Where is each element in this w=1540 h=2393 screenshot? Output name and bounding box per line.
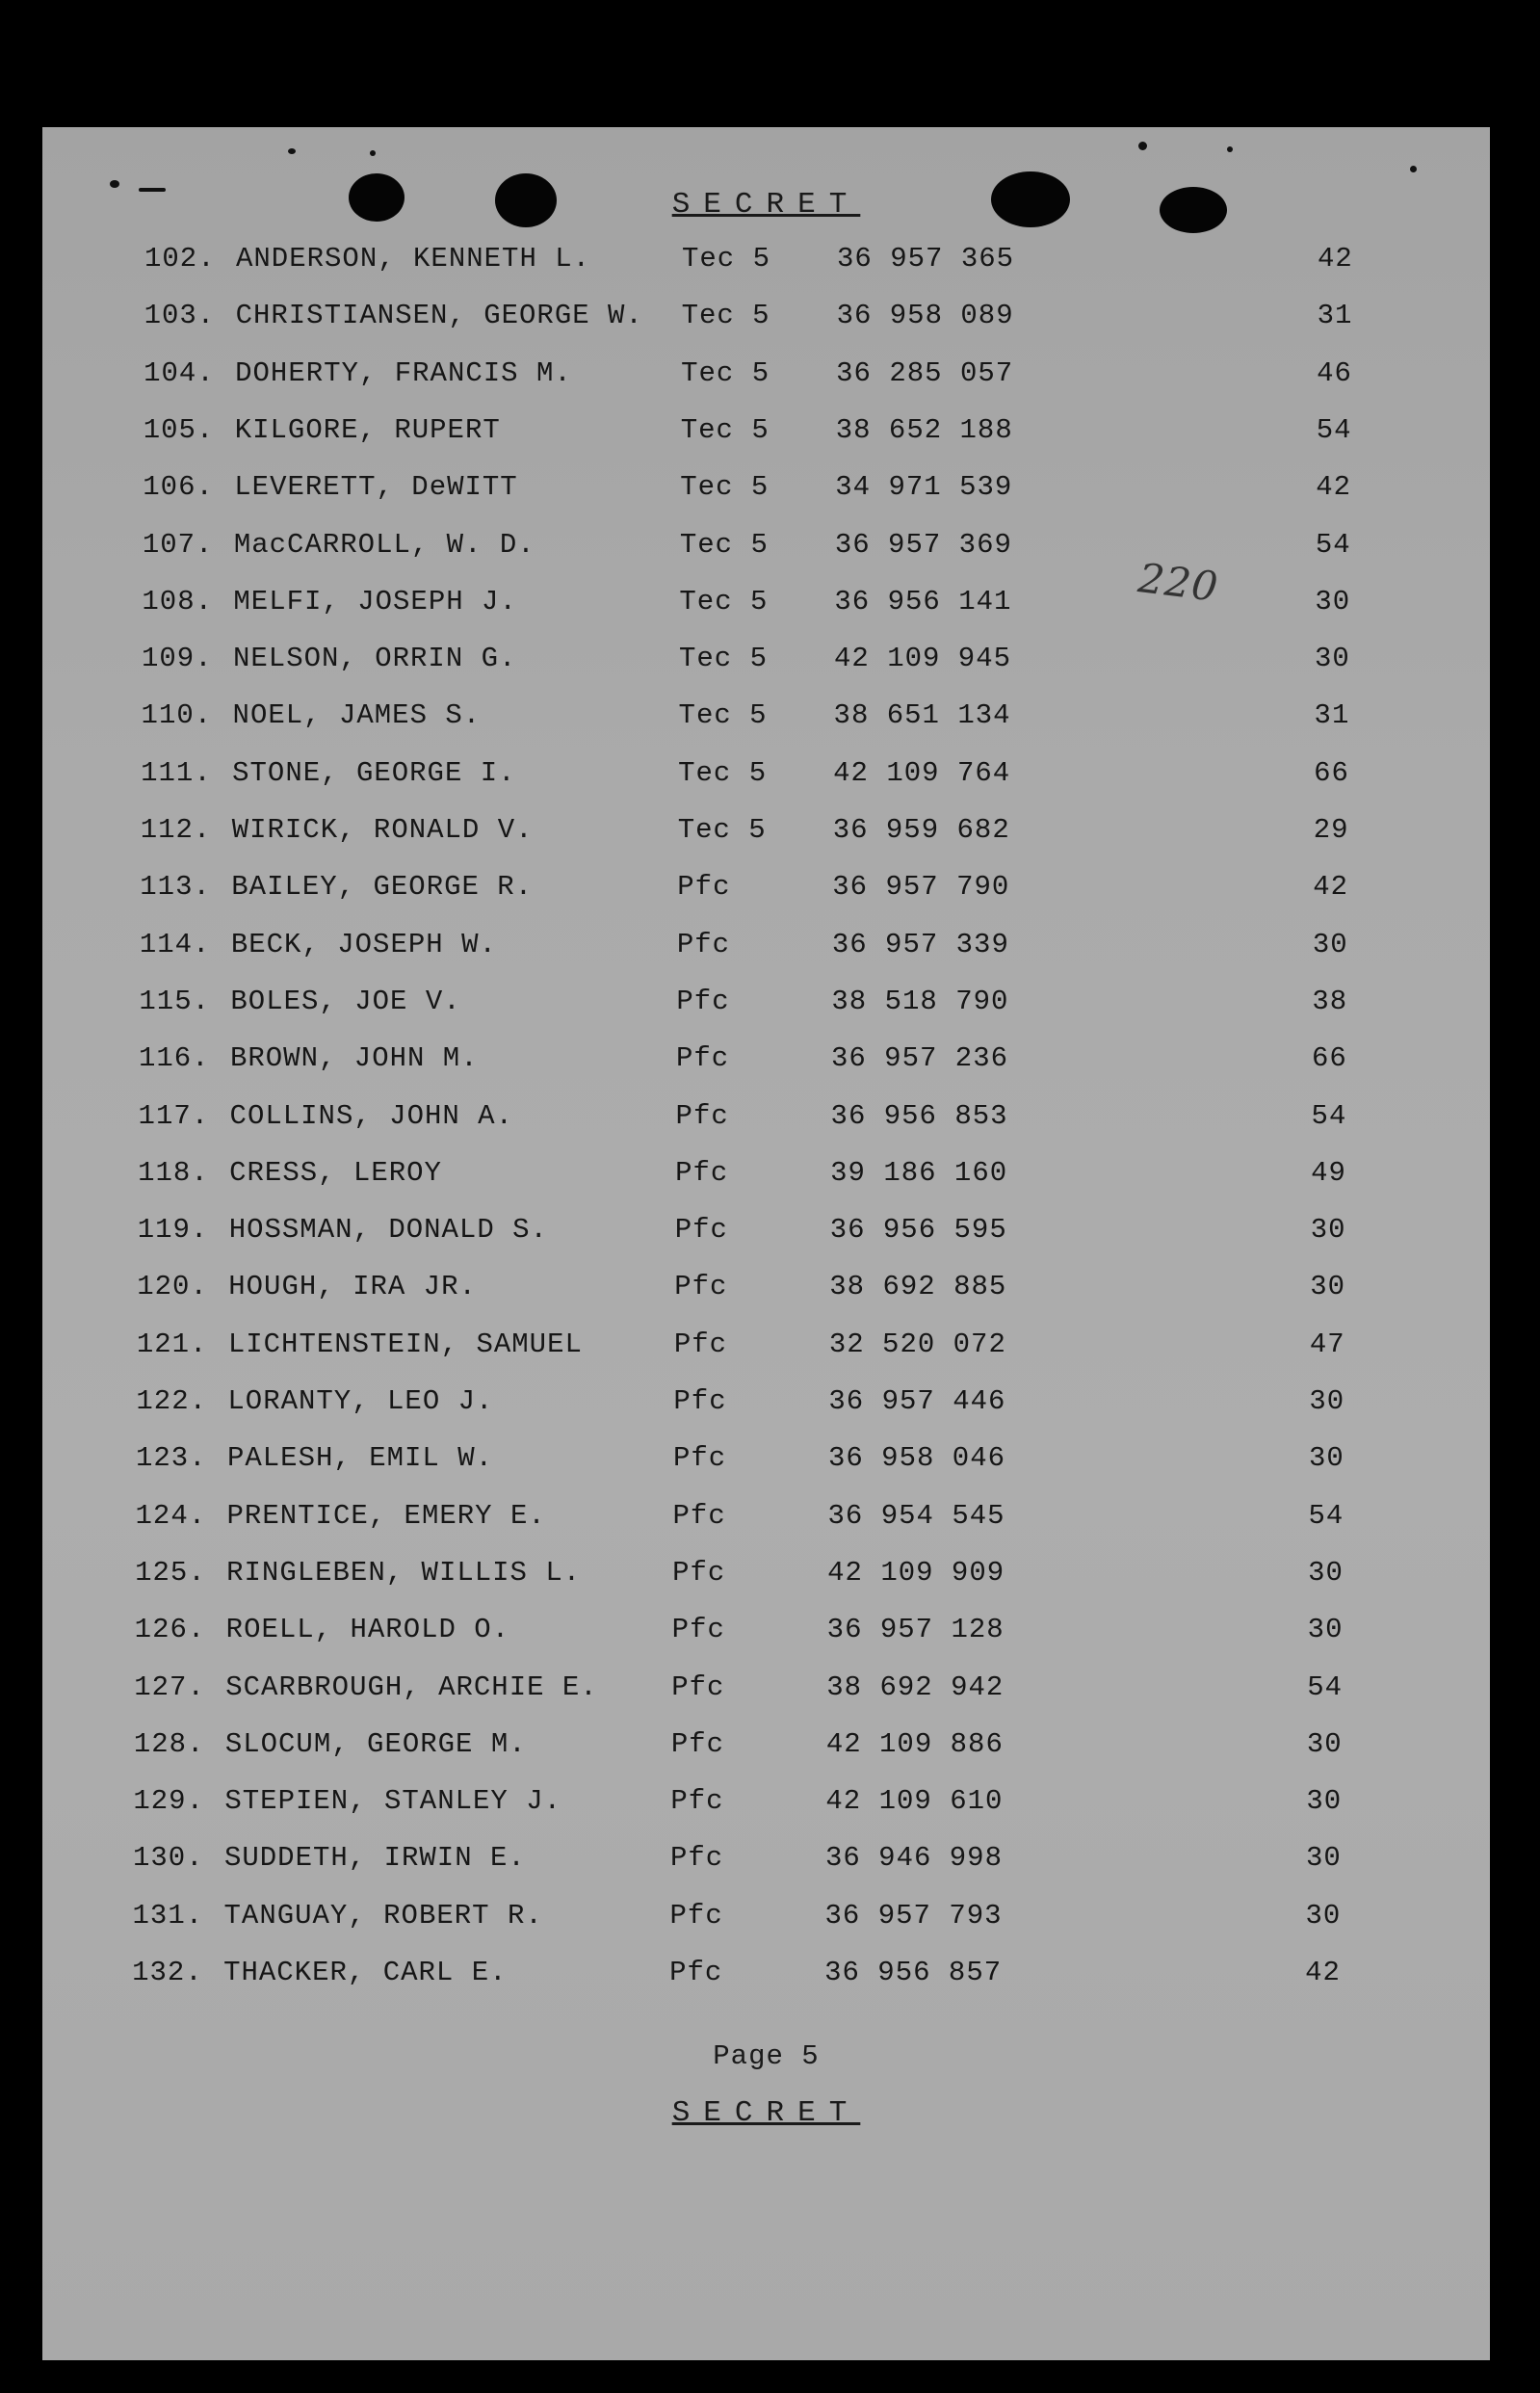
soldier-name: WIRICK, RONALD V. [231,814,534,846]
code-value: 30 [1315,585,1351,618]
table-row [140,871,1411,909]
serial-number: 36 956 141 [834,585,1012,618]
table-row [142,586,1413,624]
serial-number: 34 971 539 [835,471,1013,504]
table-row [136,1385,1407,1424]
soldier-name: THACKER, CARL E. [223,1957,508,1988]
entry-number: 113. [140,871,211,904]
scan-speck [110,180,119,188]
soldier-name: PALESH, EMIL W. [226,1442,494,1475]
entry-number: 111. [141,756,212,789]
serial-number: 38 651 134 [833,699,1011,732]
serial-number: 36 956 595 [829,1214,1007,1247]
serial-number: 42 109 610 [825,1785,1004,1818]
entry-number: 112. [140,814,212,846]
entry-number: 110. [141,699,213,732]
table-row [135,1614,1406,1652]
scan-speck [1227,146,1233,152]
code-value: 46 [1317,356,1352,389]
code-value: 30 [1308,1442,1344,1475]
entry-number: 115. [139,985,211,1017]
code-value: 47 [1309,1328,1345,1360]
serial-number: 36 957 365 [837,243,1015,275]
table-row [144,357,1415,396]
soldier-name: ROELL, HAROLD O. [225,1614,510,1646]
code-value: 38 [1312,985,1348,1017]
code-value: 31 [1317,300,1353,332]
entry-number: 132. [132,1957,203,1988]
entry-number: 122. [136,1385,208,1417]
serial-number: 36 954 545 [827,1499,1005,1532]
entry-number: 125. [135,1556,206,1589]
rank: Pfc [671,1670,725,1703]
serial-number: 36 946 998 [824,1842,1003,1875]
table-row [142,699,1413,738]
serial-number: 36 959 682 [832,814,1010,846]
entry-number: 109. [141,643,213,675]
page-number: Page 5 [713,2040,820,2072]
serial-number: 36 956 857 [824,1957,1003,1988]
scan-speck [370,150,376,156]
entry-number: 106. [143,471,214,504]
serial-number: 36 958 046 [827,1442,1005,1475]
code-value: 49 [1311,1156,1346,1189]
soldier-name: BROWN, JOHN M. [229,1042,479,1075]
serial-number: 36 957 446 [828,1385,1006,1417]
soldier-name: ANDERSON, KENNETH L. [236,243,591,275]
rank: Pfc [672,1499,726,1532]
code-value: 30 [1314,643,1350,675]
rank: Pfc [674,1214,728,1247]
soldier-name: HOSSMAN, DONALD S. [228,1214,548,1247]
serial-number: 42 109 945 [833,643,1012,675]
scan-speck [1138,142,1147,150]
code-value: 30 [1308,1556,1344,1589]
rank: Pfc [675,1042,730,1075]
soldier-name: NOEL, JAMES S. [232,699,482,732]
entry-number: 103. [144,300,216,332]
soldier-name: BAILEY, GEORGE R. [231,871,534,904]
table-row [136,1442,1407,1481]
code-value: 29 [1313,814,1349,846]
classification-header: SECRET [671,188,861,222]
rank: Tec 5 [678,699,768,732]
entry-number: 102. [144,243,216,275]
table-row [141,757,1412,796]
table-row [133,1785,1404,1824]
rank: Pfc [676,928,731,960]
table-row [133,1842,1404,1880]
rank: Tec 5 [679,528,769,561]
code-value: 30 [1312,928,1348,960]
soldier-name: HOUGH, IRA JR. [228,1271,477,1303]
code-value: 30 [1306,1727,1343,1760]
soldier-name: MacCARROLL, W. D. [233,528,535,561]
table-row [137,1328,1408,1367]
rank: Pfc [674,1271,728,1303]
table-row [139,1042,1410,1081]
table-row [144,243,1416,281]
code-value: 30 [1309,1385,1345,1417]
rank: Pfc [672,1442,727,1475]
serial-number: 36 958 089 [836,300,1014,332]
rank: Pfc [669,1842,724,1875]
code-value: 66 [1311,1042,1347,1075]
entry-number: 126. [134,1614,206,1646]
pencil-annotation: 220 [1135,554,1221,611]
code-value: 30 [1305,1899,1342,1932]
table-row [134,1671,1405,1710]
entry-number: 127. [134,1670,205,1703]
entry-number: 104. [144,356,215,389]
serial-number: 38 518 790 [831,985,1009,1017]
entry-number: 128. [133,1727,205,1760]
soldier-name: LORANTY, LEO J. [227,1385,494,1417]
soldier-name: KILGORE, RUPERT [234,413,501,446]
rank: Pfc [675,1099,729,1132]
rank: Pfc [669,1957,723,1988]
serial-number: 36 957 236 [830,1042,1008,1075]
rank: Tec 5 [678,756,768,789]
rank: Tec 5 [680,413,770,446]
soldier-name: STONE, GEORGE I. [232,756,516,789]
serial-number: 42 109 764 [833,756,1011,789]
rank: Pfc [675,1156,729,1189]
soldier-name: TANGUAY, ROBERT R. [223,1899,543,1932]
code-value: 42 [1318,243,1353,275]
code-value: 54 [1316,413,1352,446]
rank: Tec 5 [682,243,771,275]
table-row [138,1157,1409,1196]
code-value: 54 [1311,1099,1347,1132]
serial-number: 36 285 057 [836,356,1014,389]
code-value: 66 [1314,756,1349,789]
entry-number: 105. [143,413,215,446]
entry-number: 130. [132,1842,204,1875]
code-value: 42 [1305,1957,1341,1988]
soldier-name: NELSON, ORRIN G. [232,643,517,675]
serial-number: 39 186 160 [830,1156,1008,1189]
rank: Pfc [672,1556,726,1589]
document-sheet [42,127,1490,2360]
entry-number: 119. [137,1214,209,1247]
entry-number: 117. [138,1099,210,1132]
entry-number: 129. [133,1785,204,1818]
table-row [137,1271,1408,1309]
classification-footer: SECRET [671,2096,861,2130]
code-value: 30 [1306,1785,1343,1818]
scan-speck [288,148,296,154]
soldier-name: BOLES, JOE V. [230,985,461,1017]
code-value: 54 [1308,1499,1344,1532]
table-row [144,300,1416,338]
entry-number: 124. [135,1499,207,1532]
soldier-name: LICHTENSTEIN, SAMUEL [227,1328,583,1360]
rank: Pfc [673,1385,727,1417]
table-row [141,814,1412,853]
soldier-name: CHRISTIANSEN, GEORGE W. [235,300,643,332]
code-value: 42 [1313,871,1349,904]
code-value: 54 [1307,1670,1344,1703]
table-row [144,414,1415,453]
code-value: 54 [1315,528,1351,561]
table-row [135,1557,1406,1595]
table-row [136,1500,1407,1538]
soldier-name: PRENTICE, EMERY E. [226,1499,546,1532]
rank: Tec 5 [679,585,769,618]
code-value: 30 [1310,1271,1346,1303]
rank: Pfc [676,985,730,1017]
entry-number: 120. [137,1271,208,1303]
table-row [142,643,1413,681]
rank: Tec 5 [678,643,768,675]
rank: Pfc [670,1785,724,1818]
entry-number: 108. [142,585,214,618]
soldier-name: DOHERTY, FRANCIS M. [235,356,572,389]
soldier-name: SCARBROUGH, ARCHIE E. [225,1670,598,1703]
table-row [140,929,1411,967]
soldier-name: STEPIEN, STANLEY J. [224,1785,562,1818]
table-row [132,1957,1403,1995]
code-value: 30 [1310,1214,1346,1247]
rank: Tec 5 [680,471,770,504]
serial-number: 36 957 339 [831,928,1009,960]
scan-speck [1410,166,1417,172]
rank: Pfc [670,1727,725,1760]
entry-number: 116. [138,1042,210,1075]
table-row [139,986,1410,1024]
serial-number: 38 692 885 [829,1271,1007,1303]
serial-number: 38 692 942 [826,1670,1005,1703]
soldier-name: LEVERETT, DeWITT [234,471,518,504]
table-row [143,471,1414,510]
rank: Pfc [669,1899,723,1932]
serial-number: 42 109 909 [827,1556,1005,1589]
code-value: 31 [1314,699,1350,732]
serial-number: 36 957 128 [826,1614,1005,1646]
rank: Pfc [677,871,731,904]
table-row [133,1900,1404,1938]
code-value: 30 [1305,1842,1342,1875]
soldier-name: COLLINS, JOHN A. [229,1099,513,1132]
entry-number: 131. [132,1899,204,1932]
entry-number: 118. [138,1156,209,1189]
code-value: 42 [1316,471,1352,504]
serial-number: 36 957 793 [824,1899,1003,1932]
entry-number: 114. [139,928,211,960]
serial-number: 42 109 886 [825,1727,1004,1760]
entry-number: 107. [142,528,214,561]
entry-number: 123. [135,1442,207,1475]
rank: Pfc [673,1328,728,1360]
serial-number: 36 957 369 [834,528,1012,561]
serial-number: 36 956 853 [830,1099,1008,1132]
rank: Tec 5 [681,300,770,332]
serial-number: 32 520 072 [828,1328,1006,1360]
soldier-name: MELFI, JOSEPH J. [233,585,517,618]
table-row [143,529,1414,567]
soldier-name: SUDDETH, IRWIN E. [223,1842,526,1875]
serial-number: 36 957 790 [832,871,1010,904]
entry-number: 121. [136,1328,208,1360]
rank: Tec 5 [681,356,770,389]
rank: Pfc [671,1614,725,1646]
code-value: 30 [1307,1614,1344,1646]
table-row [134,1728,1405,1767]
serial-number: 38 652 188 [835,413,1013,446]
soldier-name: BECK, JOSEPH W. [230,928,497,960]
rank: Tec 5 [677,814,767,846]
table-row [139,1100,1410,1139]
soldier-name: CRESS, LEROY [229,1156,442,1189]
soldier-name: RINGLEBEN, WILLIS L. [226,1556,582,1589]
table-row [138,1214,1409,1252]
soldier-name: SLOCUM, GEORGE M. [224,1727,527,1760]
